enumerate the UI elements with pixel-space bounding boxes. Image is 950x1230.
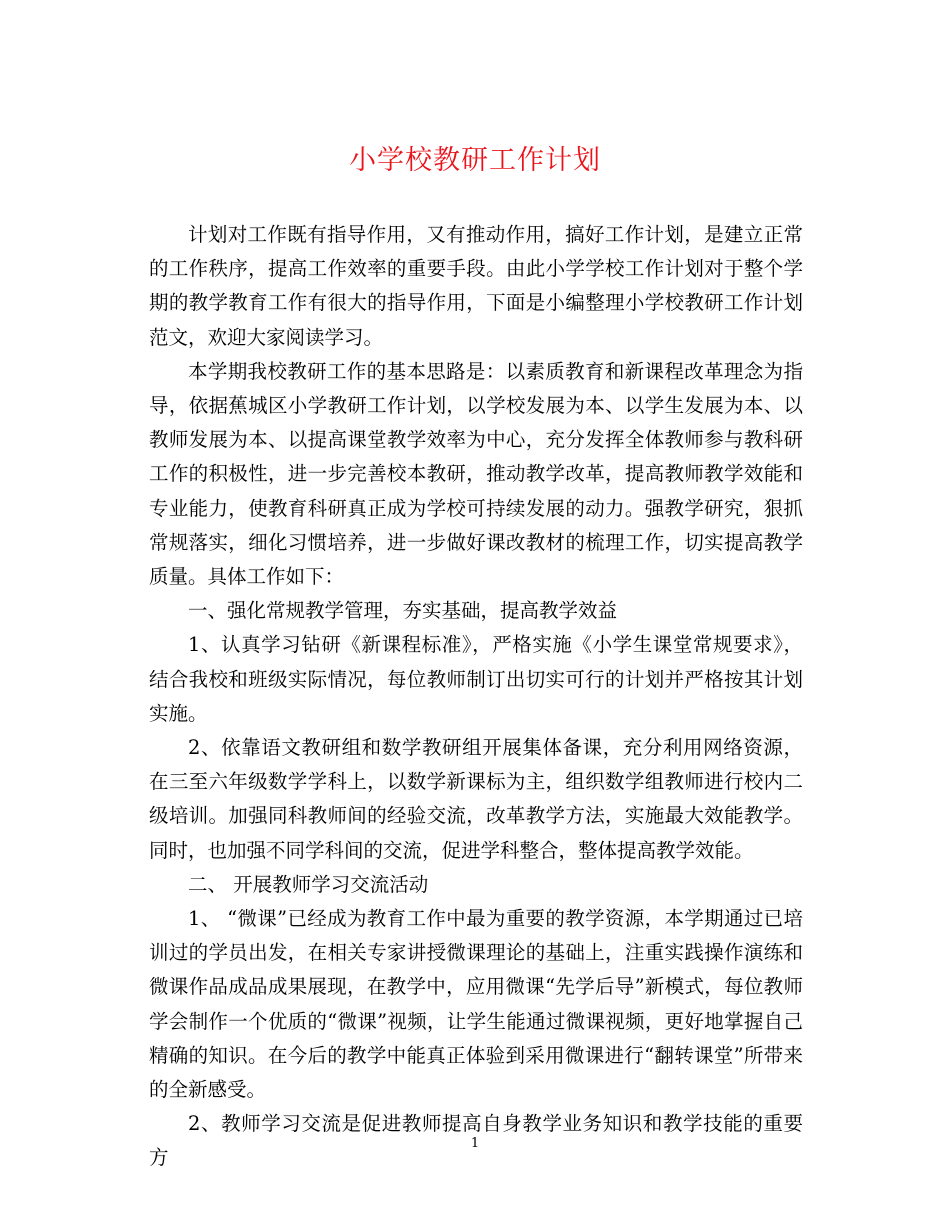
- section-heading-2: 二、 开展教师学习交流活动: [188, 872, 429, 896]
- section-heading-1: 一、强化常规教学管理，夯实基础，提高教学效益: [188, 599, 618, 623]
- document-body: [149, 218, 803, 1176]
- paragraph-item-1-2: 2、依靠语文教研组和数学教研组开展集体备课，充分利用网络资源，在三至六年级数学学科上，以数学新课标为主，组织数学组教师进行校内二级培训。加强同科教师间的经验交流，改革教学方法，实施最大效能教学。同时，也加强不同学科间的交流，促进学科整合，整体提高教学效能。: [149, 736, 803, 862]
- page-number: 1: [470, 1136, 480, 1151]
- paragraph-item-2-1: 1、 “微课”已经成为教育工作中最为重要的教学资源，本学期通过已培训过的学员出发，在相关专家讲授微课理论的基础上，注重实践操作演练和微课作品成品成果展现，在教学中，应用微课“先学后导”新模式，每位教师学会制作一个优质的“微课”视频，让学生能通过微课视频，更好地掌握自己精确的知识。在今后的教学中能真正体验到采用微课进行“翻转课堂”所带来的全新感受。: [149, 907, 803, 1102]
- document-title: 小学校教研工作计划: [349, 145, 601, 176]
- paragraph-item-1-1: 1、认真学习钻研《新课程标准》，严格实施《小学生课堂常规要求》，结合我校和班级实际情况，每位教师制订出切实可行的计划并严格按其计划实施。: [149, 633, 803, 725]
- paragraph-item-2-2: 2、教师学习交流是促进教师提高自身教学业务知识和教学技能的重要方: [149, 1112, 803, 1170]
- paragraph-basic-approach: 本学期我校教研工作的基本思路是：以素质教育和新课程改革理念为指导，依据蕉城区小学教研工作计划，以学校发展为本、以学生发展为本、以教师发展为本、以提高课堂教学效率为中心，充分发挥全体教师参与教科研工作的积极性，进一步完善校本教研，推动教学改革，提高教师教学效能和专业能力，使教育科研真正成为学校可持续发展的动力。强教学研究，狠抓常规落实，细化习惯培养，进一步做好课改教材的梳理工作，切实提高教学质量。具体工作如下：: [149, 359, 803, 589]
- paragraph-intro: 计划对工作既有指导作用，又有推动作用，搞好工作计划，是建立正常的工作秩序，提高工作效率的重要手段。由此小学学校工作计划对于整个学期的教学教育工作有很大的指导作用，下面是小编整理小学校教研工作计划范文，欢迎大家阅读学习。: [149, 223, 803, 349]
